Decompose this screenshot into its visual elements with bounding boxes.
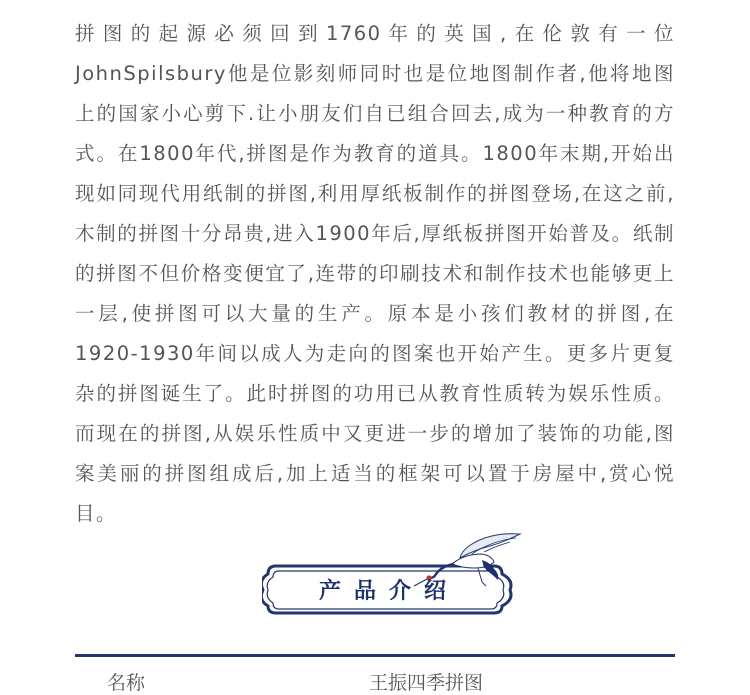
intro-paragraph: 拼图的起源必须回到1760年的英国,在伦敦有一位JohnSpilsbury他是位影刻师同时也是位地图制作者,他将地图上的国家小心剪下.让小朋友们自已组合回去,成为一种教育的方式。在1800年代,拼图是作为教育的道具。1800年末期,开始出现如同现代用纸制的拼图,利用厚纸板制作的拼图登场,在这之前,木制的拼图十分昂贵,进入1900年后,厚纸板拼图开始普及。纸制的拼图不但价格变便宜了,连带的印刷技术和制作技术也能够更上一层,使拼图可以大量的生产。原本是小孩们教材的拼图,在1920-1930年间以成人为走向的图案也开始产生。更多片更复杂的拼图诞生了。此时拼图的功用已从教育性质转为娱乐性质。而现在的拼图,从娱乐性质中又更进一步的增加了装饰的功能,图案美丽的拼图组成后,加上适当的框架可以置于房屋中,赏心悦目。 xyxy=(75,22,675,525)
spec-label: 名称 xyxy=(107,672,146,694)
table-row xyxy=(75,662,675,692)
section-banner xyxy=(262,530,522,625)
spec-value: 王振四季拼图 xyxy=(369,672,484,694)
table-top-border xyxy=(75,654,675,657)
section-title: 产品介绍 xyxy=(318,578,459,604)
